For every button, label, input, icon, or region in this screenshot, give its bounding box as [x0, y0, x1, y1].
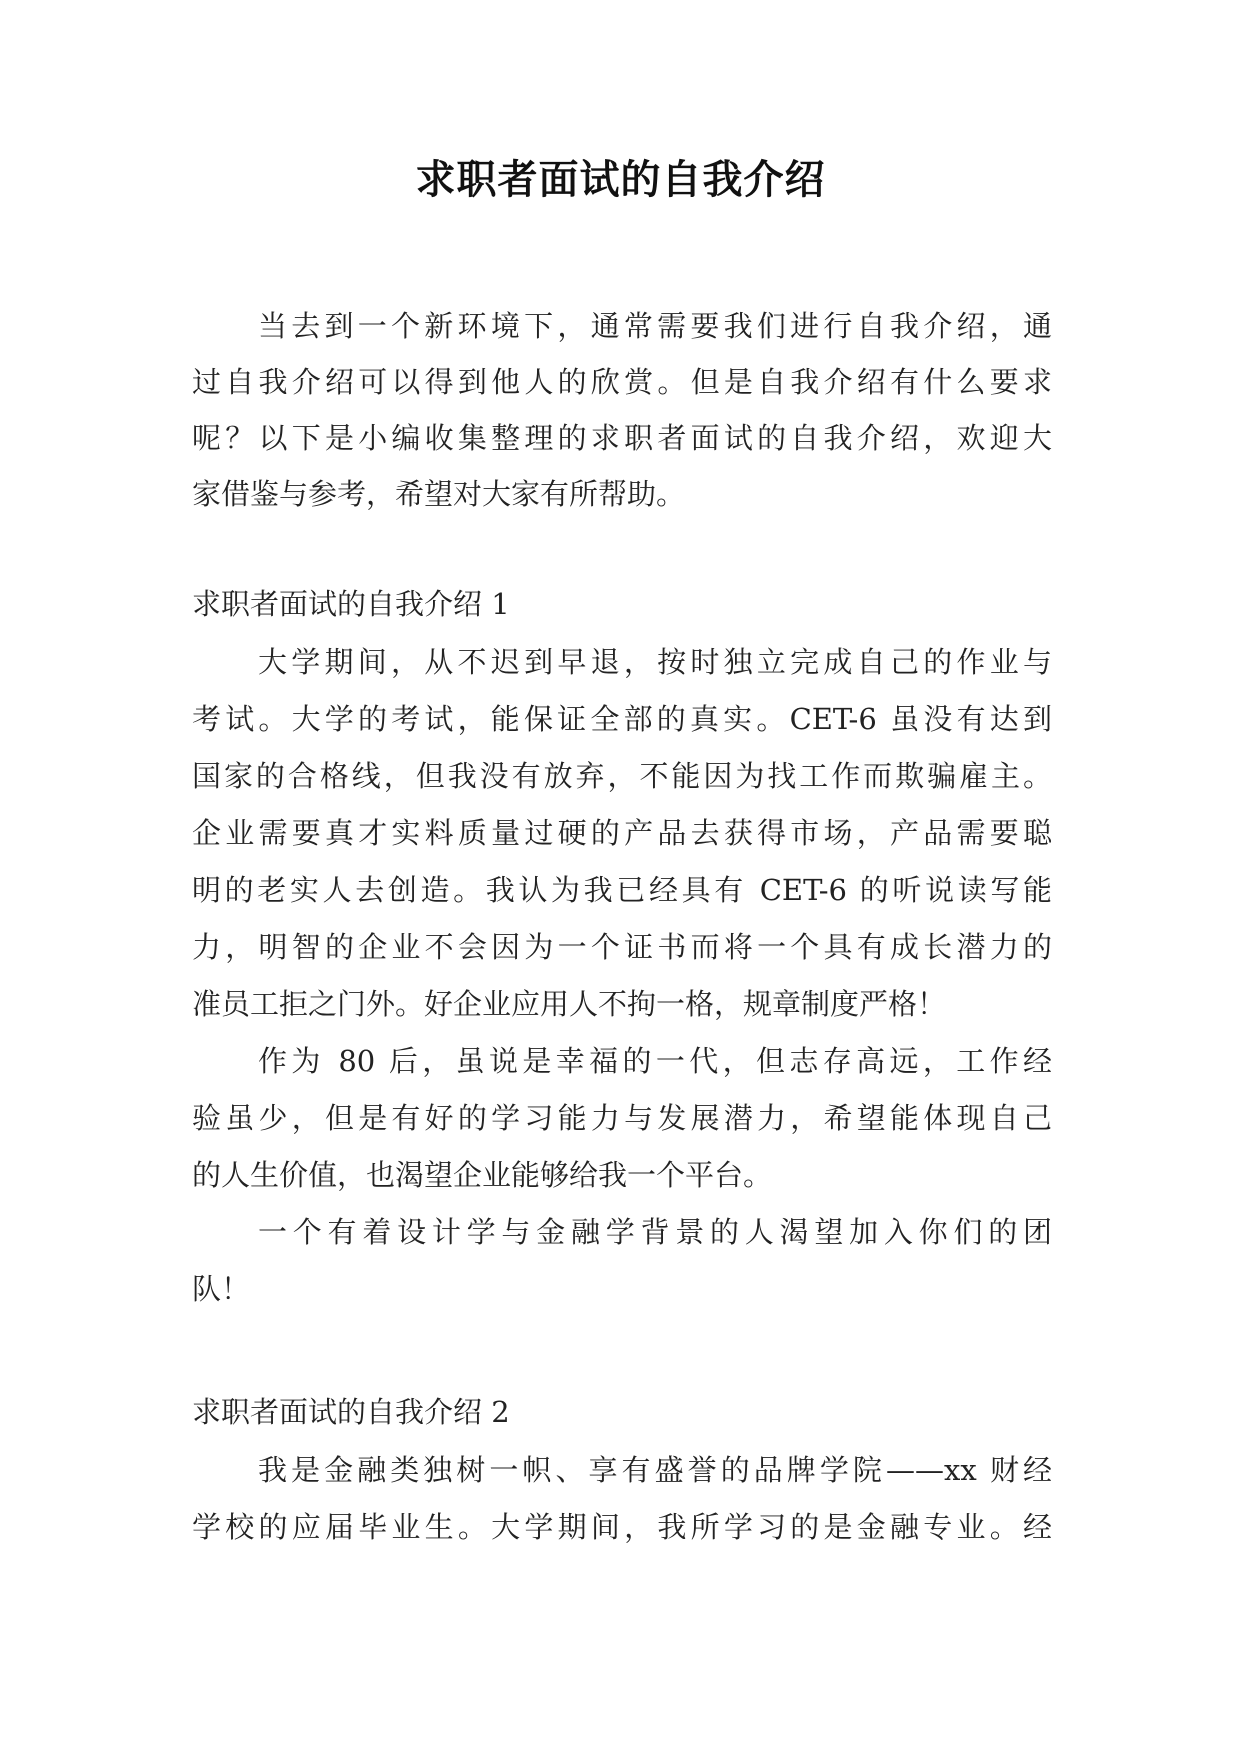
intro-line: 当去到一个新环境下，通常需要我们进行自我介绍，通: [258, 309, 1052, 343]
paragraph-line: 企业需要真才实料质量过硬的产品去获得市场，产品需要聪: [192, 816, 1052, 850]
paragraph-line: 作为 80 后，虽说是幸福的一代，但志存高远，工作经: [258, 1044, 1052, 1078]
paragraph-line: 力，明智的企业不会因为一个证书而将一个具有成长潜力的: [192, 930, 1052, 964]
paragraph-line: 国家的合格线，但我没有放弃，不能因为找工作而欺骗雇主。: [192, 759, 1052, 793]
paragraph-line: 大学期间，从不迟到早退，按时独立完成自己的作业与: [258, 645, 1052, 679]
document-title: 求职者面试的自我介绍: [415, 156, 826, 203]
paragraph-line: 队！: [192, 1272, 251, 1306]
section-heading: 求职者面试的自我介绍 1: [192, 587, 510, 621]
paragraph-line: 一个有着设计学与金融学背景的人渴望加入你们的团: [258, 1215, 1052, 1249]
paragraph-line: 考试。大学的考试，能保证全部的真实。CET-6 虽没有达到: [192, 702, 1052, 736]
paragraph-line: 学校的应届毕业生。大学期间，我所学习的是金融专业。经: [192, 1510, 1052, 1544]
section-heading: 求职者面试的自我介绍 2: [192, 1395, 510, 1429]
paragraph-line: 验虽少，但是有好的学习能力与发展潜力，希望能体现自己: [192, 1101, 1052, 1135]
intro-line: 家借鉴与参考，希望对大家有所帮助。: [192, 477, 686, 511]
paragraph-line: 我是金融类独树一帜、享有盛誉的品牌学院——xx 财经: [258, 1453, 1052, 1487]
intro-line: 呢？以下是小编收集整理的求职者面试的自我介绍，欢迎大: [192, 421, 1052, 455]
paragraph-line: 明的老实人去创造。我认为我已经具有 CET-6 的听说读写能: [192, 873, 1052, 907]
intro-line: 过自我介绍可以得到他人的欣赏。但是自我介绍有什么要求: [192, 365, 1052, 399]
paragraph-line: 的人生价值，也渴望企业能够给我一个平台。: [192, 1158, 773, 1192]
paragraph-line: 准员工拒之门外。好企业应用人不拘一格，规章制度严格！: [192, 987, 947, 1021]
